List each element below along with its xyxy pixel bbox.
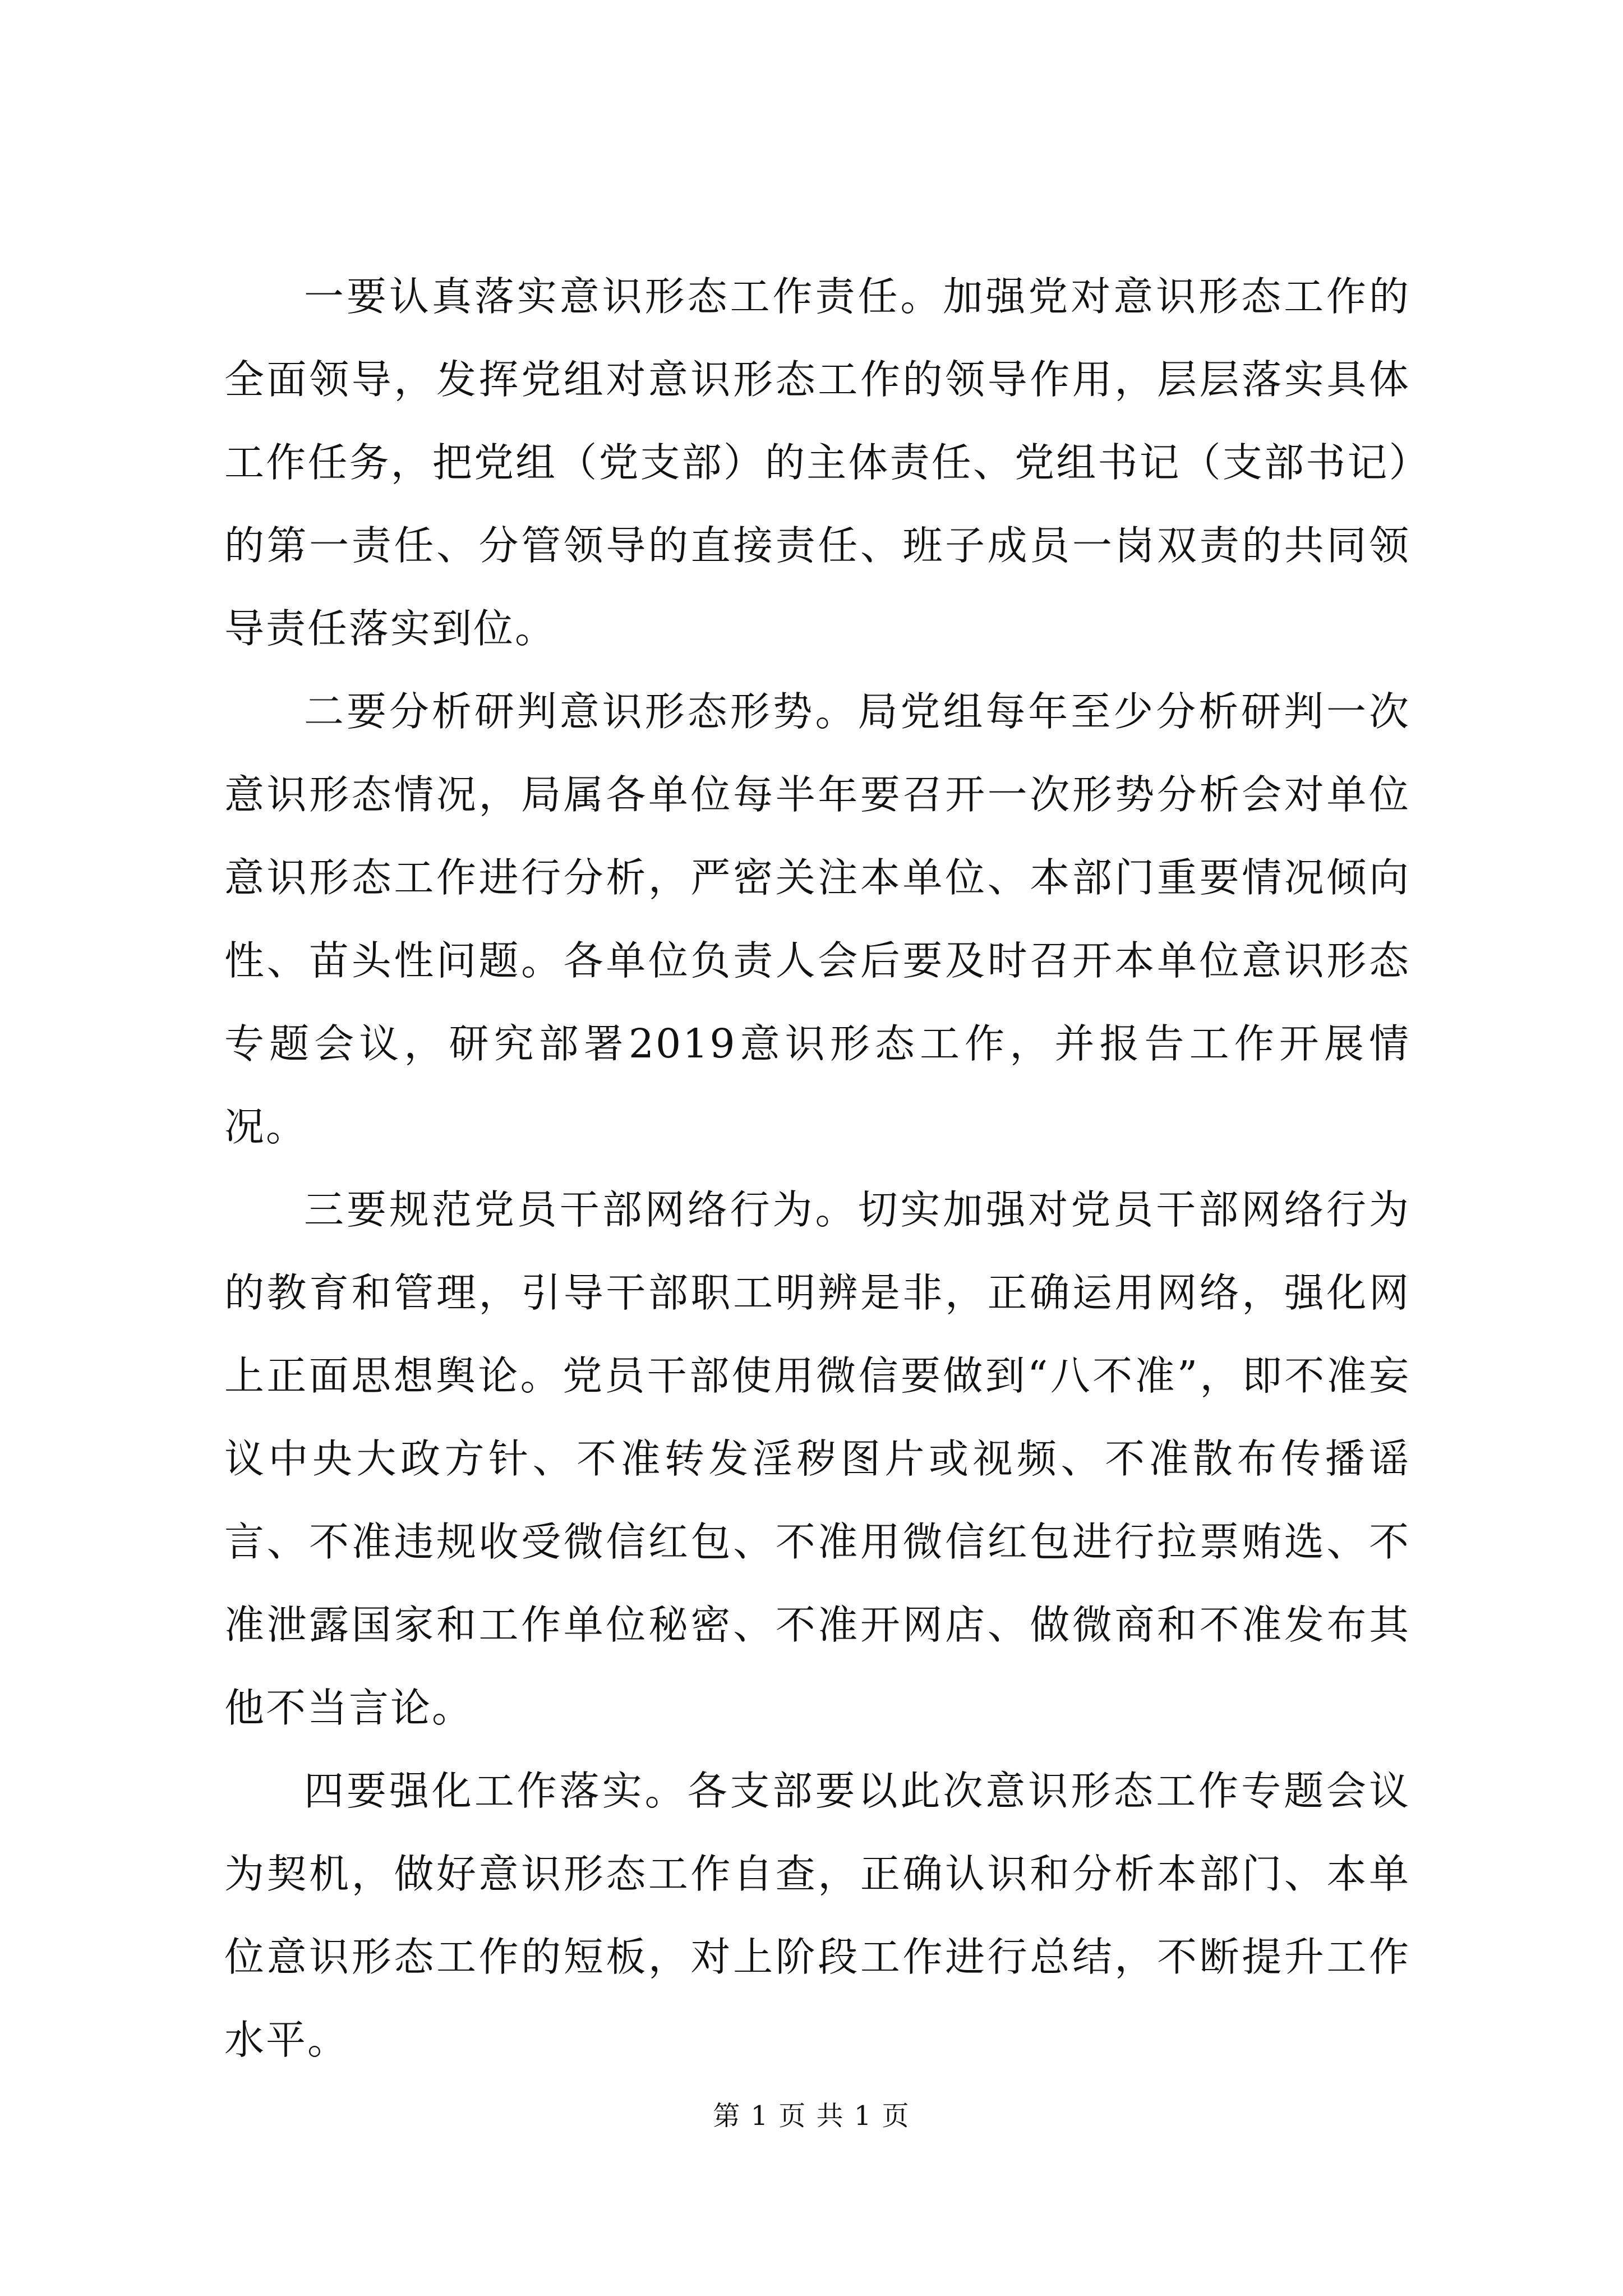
page-footer: 第 1 页 共 1 页 (713, 2100, 910, 2132)
paragraph-1: 一要认真落实意识形态工作责任。加强党对意识形态工作的全面领导，发挥党组对意识形态工作的领导作用，层层落实具体工作任务，把党组（党支部）的主体责任、党组书记（支部书记）的第一责任、分管领导的直接责任、班子成员一岗双责的共同领导责任落实到位。 (224, 273, 1410, 652)
document-body (224, 255, 1410, 2082)
paragraph-2: 二要分析研判意识形态形势。局党组每年至少分析研判一次意识形态情况，局属各单位每半年要召开一次形势分析会对单位意识形态工作进行分析，严密关注本单位、本部门重要情况倾向性、苗头性问题。各单位负责人会后要及时召开本单位意识形态专题会议，研究部署2019意识形态工作，并报告工作开展情况。 (224, 688, 1410, 1150)
paragraph-4: 四要强化工作落实。各支部要以此次意识形态工作专题会议为契机，做好意识形态工作自查，正确认识和分析本部门、本单位意识形态工作的短板，对上阶段工作进行总结，不断提升工作水平。 (224, 1768, 1410, 2063)
paragraph-3: 三要规范党员干部网络行为。切实加强对党员干部网络行为的教育和管理，引导干部职工明辨是非，正确运用网络，强化网上正面思想舆论。党员干部使用微信要做到“八不准”，即不准妄议中央大政方针、不准转发淫秽图片或视频、不准散布传播谣言、不准违规收受微信红包、不准用微信红包进行拉票贿选、不准泄露国家和工作单位秘密、不准开网店、做微商和不准发布其他不当言论。 (224, 1186, 1410, 1731)
